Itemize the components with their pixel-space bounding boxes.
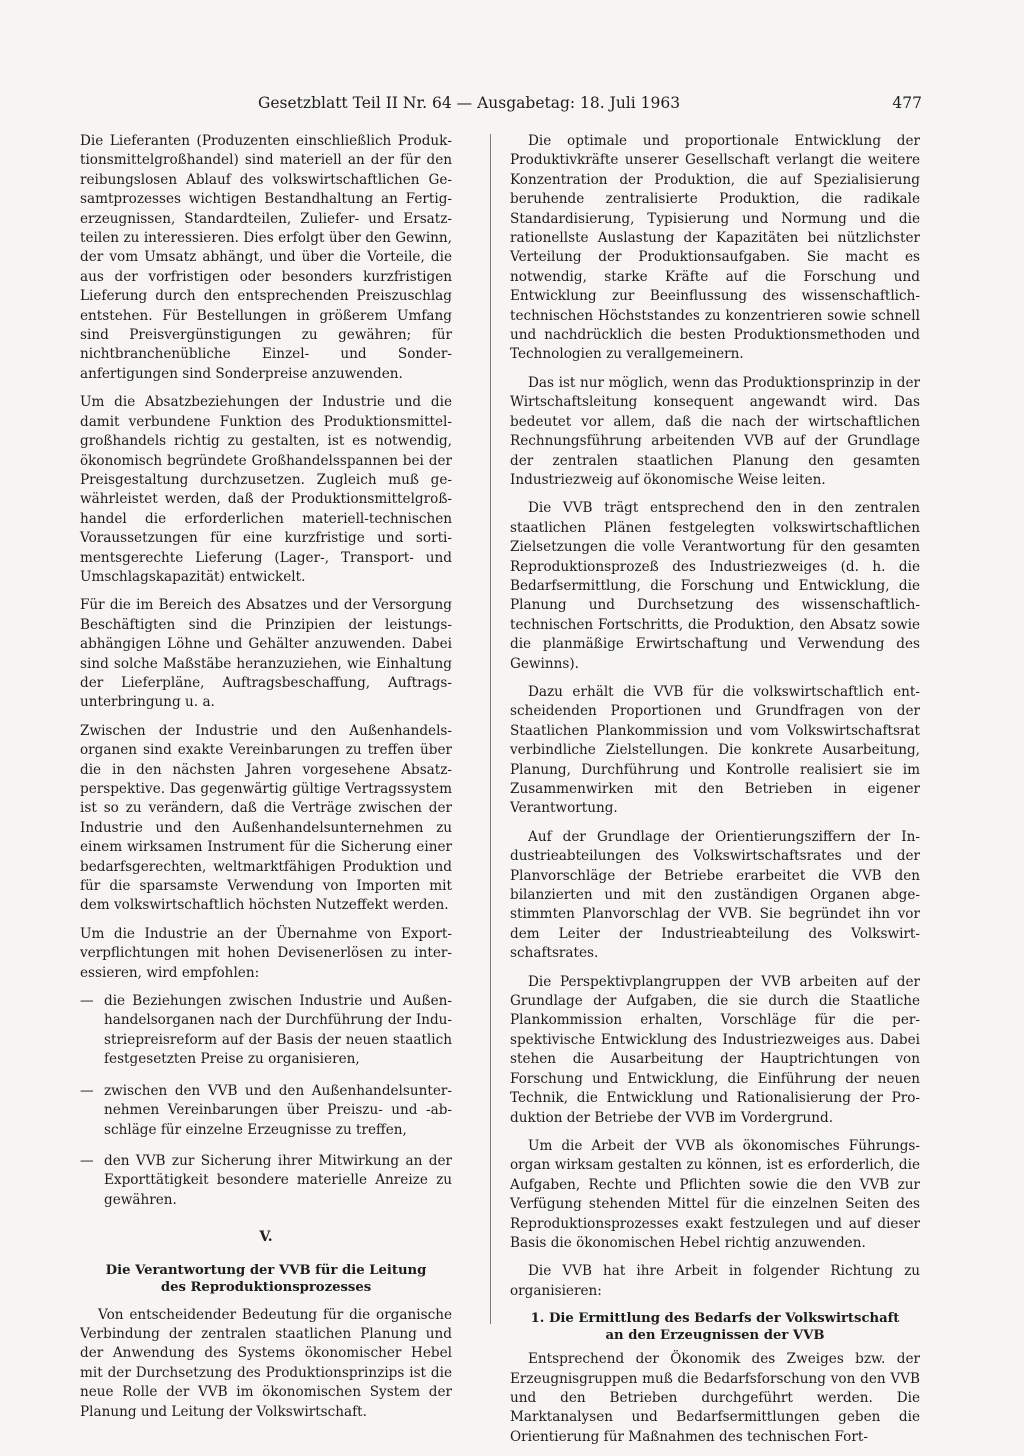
section-title-line: Die Verantwortung der VVB für die Leitung	[105, 1262, 427, 1278]
list-item-text: die Beziehungen zwischen Industrie und Außenhandelsorganen nach der Durchführung der Industriepreisreform auf der Basis der neuen staatlich festgesetzten Preise zu organisieren,	[104, 993, 452, 1068]
section-number: V.	[259, 1229, 273, 1246]
page-header	[258, 92, 922, 114]
dash-marker: —	[80, 1152, 94, 1169]
list-item-text: den VVB zur Sicherung ihrer Mitwirkung an der Exporttätigkeit besondere materielle Anreize zu gewähren.	[104, 1152, 452, 1208]
right-column	[510, 132, 920, 1456]
paragraph: Entsprechend der Ökonomik des Zweiges bzw. der Erzeugnisgruppen muß die Bedarfsforschung von den VVB und den Betrieben durchgeführt werden. Die Marktanalysen und Bedarfsermittlungen geben die Orientierung für Maßnahmen des technischen Fort-	[510, 1351, 920, 1445]
dash-marker: —	[80, 993, 94, 1010]
paragraph: Dazu erhält die VVB für die volkswirtschaftlich entscheidenden Proportionen und Grundfragen von der Staatlichen Plankommission und vom Volkswirtschaftsrat verbindliche Zielstellungen. Die konkrete Ausarbeitung, Planung, Durchführung und Kontrolle realisiert sie im Zusammenwirken mit den Betrieben in eigener Verantwortung.	[510, 683, 920, 817]
paragraph: Um die Absatzbeziehungen der Industrie und die damit verbundene Funktion des Produktionsmittelgroßhandels richtig zu gestalten, ist es notwendig, ökonomisch begründete Großhandelsspannen bei der Preisgestaltung durchzusetzen. Zugleich muß gewährleistet werden, daß der Produktionsmittelgroßhandel die erforderlichen materiell-technischen Voraussetzungen für eine kurzfristige und sortimentsgerechte Lieferung (Lager-, Transport- und Umschlagskapazität) entwickelt.	[80, 394, 452, 585]
paragraph: Um die Industrie an der Übernahme von Exportverpflichtungen mit hohen Devisenerlösen zu interessieren, wird empfohlen:	[80, 925, 452, 981]
section-title-line: des Reproduktionsprozesses	[160, 1279, 372, 1295]
paragraph: Die Lieferanten (Produzenten einschließlich Produktionsmittelgroßhandel) sind materiell an der für den reibungslosen Ablauf des volkswirtschaftlichen Gesamtprozesses wichtigen Bestandhaltung an Fertigerzeugnissen, Standardteilen, Zuliefer- und Ersatzteilen zu interessieren. Dies erfolgt über den Gewinn, der vom Umsatz abhängt, und über die Vorteile, die aus der vorfristigen oder besonders kurzfristigen Lieferung durch den entsprechenden Preiszuschlag entstehen. Für Bestellungen in größerem Umfang sind Preisvergünstigungen zu gewähren; für nichtbranchenübliche Einzel- und Sonderanfertigungen sind Sonderpreise anzuwenden.	[80, 133, 452, 382]
list-item	[80, 1082, 452, 1140]
header-title: Gesetzblatt Teil II Nr. 64 — Ausgabetag: 18. Juli 1963	[258, 94, 681, 112]
list-item	[80, 992, 452, 1070]
paragraph: Die VVB hat ihre Arbeit in folgender Richtung zu organisieren:	[510, 1263, 920, 1299]
dash-marker: —	[80, 1082, 94, 1099]
list-item-text: zwischen den VVB und den Außenhandelsunternehmen Vereinbarungen über Preiszu- und -abschläge für einzelne Erzeugnisse zu treffen,	[104, 1082, 452, 1138]
section-title	[80, 1262, 452, 1296]
list-item	[80, 1152, 452, 1210]
subsection-title	[510, 1310, 920, 1344]
paragraph: Auf der Grundlage der Orientierungsziffern der Industrieabteilungen des Volkswirtschaftsrates und der Planvorschläge der Betriebe erarbeitet die VVB den bilanzierten und mit den zuständigen Organen abgestimmten Planvorschlag der VVB. Sie begründet ihn vor dem Leiter der Industrieabteilung des Volkswirtschaftsrates.	[510, 828, 920, 962]
subsection-title-line: an den Erzeugnissen der VVB	[605, 1328, 825, 1344]
paragraph: Die Perspektivplangruppen der VVB arbeiten auf der Grundlage der Aufgaben, die sie durch die Staatliche Plankommission erhalten, Vorschläge für die perspektivische Entwicklung des Industriezweiges aus. Dabei stehen die Ausarbeitung der Hauptrichtungen von Forschung und Entwicklung, die Einführung der neuen Technik, die Entwicklung und Rationalisierung der Produktion der Betriebe der VVB im Vordergrund.	[510, 973, 920, 1126]
paragraph: Von entscheidender Bedeutung für die organische Verbindung der zentralen staatlichen Planung und der Anwendung des Systems ökonomischer Hebel mit der Durchsetzung des Produktionsprinzips ist die neue Rolle der VVB im ökonomischen System der Planung und Leitung der Volkswirtschaft.	[80, 1306, 452, 1420]
left-column	[80, 132, 452, 1431]
paragraph: Für die im Bereich des Absatzes und der Versorgung Beschäftigten sind die Prinzipien der leistungsabhängigen Löhne und Gehälter anzuwenden. Dabei sind solche Maßstäbe heranzuziehen, wie Einhaltung der Lieferpläne, Auftragsbeschaffung, Auftragsunterbringung u. a.	[80, 597, 452, 711]
paragraph: Das ist nur möglich, wenn das Produktionsprinzip in der Wirtschaftsleitung konsequent angewandt wird. Das bedeutet vor allem, daß die nach der wirtschaftlichen Rechnungsführung arbeitenden VVB auf der Grundlage der zentralen staatlichen Planung den gesamten Industriezweig auf ökonomische Weise leiten.	[510, 374, 920, 488]
paragraph: Um die Arbeit der VVB als ökonomisches Führungsorgan wirksam gestalten zu können, ist es erforderlich, die Aufgaben, Rechte und Pflichten sowie die den VVB zur Verfügung stehenden Mittel für die einzelnen Seiten des Reproduktionsprozesses exakt festzulegen und auf dieser Basis die ökonomischen Hebel richtig anzuwenden.	[510, 1137, 920, 1251]
paragraph: Die VVB trägt entsprechend den in den zentralen staatlichen Plänen festgelegten volkswirtschaftlichen Zielsetzungen die volle Verantwortung für den gesamten Reproduktionsprozeß des Industriezweiges (d. h. die Bedarfsermittlung, die Forschung und Entwicklung, die Planung und Durchsetzung des wissenschaftlich-technischen Fortschritts, die Produktion, den Absatz sowie die planmäßige Erwirtschaftung und Verwendung des Gewinns).	[510, 500, 920, 672]
paragraph: Zwischen der Industrie und den Außenhandelsorganen sind exakte Vereinbarungen zu treffen über die in den nächsten Jahren vorgesehene Absatzperspektive. Das gegenwärtig gültige Vertragssystem ist so zu verändern, daß die Verträge zwischen der Industrie und den Außenhandelsunternehmen zu einem wirksamen Instrument für die Sicherung einer bedarfsgerechten, weltmarktfähigen Produktion und für die sparsamste Verwendung von Importen mit dem volkswirtschaftlich höchsten Nutzeffekt werden.	[80, 722, 452, 914]
subsection-title-line: 1. Die Ermittlung des Bedarfs der Volkswirtschaft	[530, 1311, 900, 1327]
page-number: 477	[892, 94, 922, 112]
column-divider	[490, 134, 491, 1324]
paragraph: Die optimale und proportionale Entwicklung der Produktivkräfte unserer Gesellschaft verlangt die weitere Konzentration der Produktion, die auf Spezialisierung beruhende zentralisierte Produktion, die radikale Standardisierung, Typisierung und Normung und die rationellste Auslastung der Kapazitäten bei nützlichster Verteilung der Produktionsaufgaben. Sie macht es notwendig, starke Kräfte auf die Forschung und Entwicklung zur Beeinflussung des wissenschaftlich-technischen Höchststandes zu konzentrieren sowie schnell und nachdrücklich die besten Produktionsmethoden und Technologien zu verallgemeinern.	[510, 133, 920, 363]
